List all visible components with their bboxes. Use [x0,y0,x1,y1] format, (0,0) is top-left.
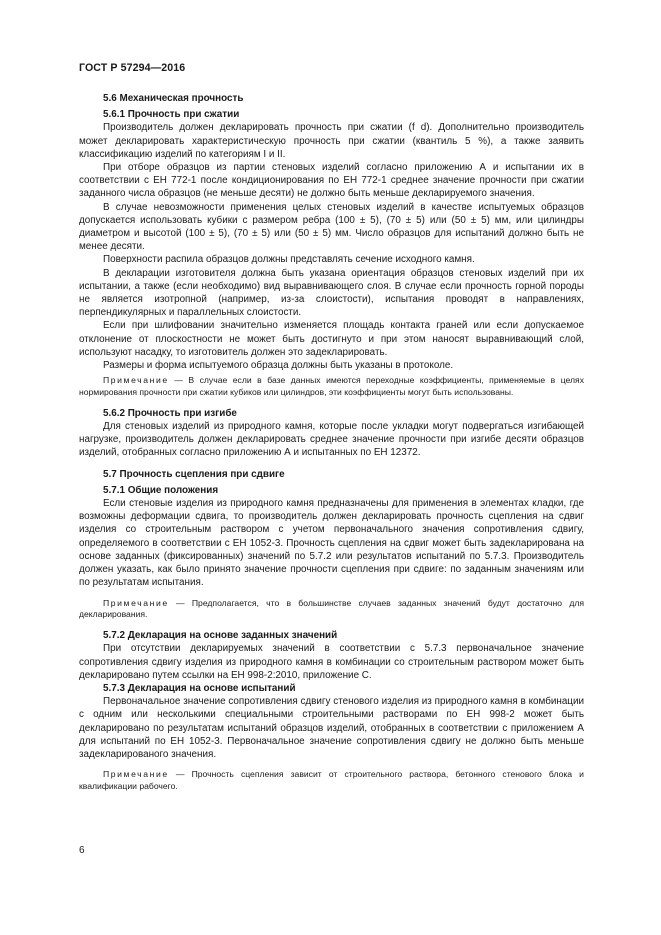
section-5-6-1-paragraph: При отборе образцов из партии стеновых изделий согласно приложению А и испытании их в соответствии с ЕН 772-1 после кондиционирования по ЕН 772-1 среднее значение прочности при сжатии заданного числа образцов (не меньше десяти) не должно быть меньше декларируемого значения. [79,162,584,200]
note-5-6-1 [79,375,584,399]
section-5-7-2-title: 5.7.2 Декларация на основе заданных значений [103,630,338,642]
section-5-6-2-paragraph: Для стеновых изделий из природного камня, которые после укладки могут подвергаться изгибающей нагрузке, производитель должен декларировать среднее значение прочности при изгибе десяти образцов изделий, отобранных согласно приложению А и испытанных по ЕН 12372. [79,421,584,459]
note-label: Примечание [103,597,169,608]
note-text: — Прочность сцепления зависит от строительного раствора, бетонного стенового блока и квалификации рабочего. [79,769,584,791]
section-5-7-3-paragraph: Первоначальное значение сопротивления сдвигу стеновогo изделия из природного камня в комбинации с одним или несколькими специальными строительными растворами по ЕН 998-2 может быть декларировано по результатам испытаний образцов изделий, отобранных в соответствии с приложением А для испытаний по ЕН 1052-3. Первоначальное значение сопротивления сдвигу не должно быть меньше задекларированого значения. [79,696,584,760]
section-5-6-1-paragraph: Размеры и форма испытуемого образца должны быть указаны в протоколе. [103,360,454,372]
section-5-6-1-paragraph: В декларации изготовителя должна быть указана ориентация образцов стеновых изделий при их испытании, а также (если необходимо) вид выравнивающего слоя. В случае если прочность горной породы не является изотропной (например, из-за слоистости), испытания проводят в направлениях, перпендикулярных и параллельных слоистости. [79,267,584,319]
section-5-7-3-title: 5.7.3 Декларация на основе испытаний [103,682,296,694]
section-5-7-1-title: 5.7.1 Общие положения [103,484,219,496]
section-5-6-1-paragraph: В случае невозможности применения целых стеновых изделий в качестве испытуемых образцов допускается использовать кубики с размером ребра (100 ± 5), (70 ± 5) или (50 ± 5) мм, или цилиндры диаметром и высотой (100 ± 5), (70 ± 5) или (50 ± 5) мм. Число образцов для испытаний должно быть не менее десяти. [79,201,584,253]
section-5-6-1-paragraph: Поверхности распила образцов должны представлять сечение исходного камня. [103,254,475,266]
note-5-7-3 [79,769,584,793]
note-5-7-1 [79,598,584,622]
note-text: — В случае если в базе данных имеются переходные коэффициенты, применяемые в целях нормирования прочности при сжатии кубиков или цилиндров, эти коэффициенты могут быть использованы. [79,375,584,398]
section-5-6-1-paragraph: Производитель должен декларировать прочность при сжатии (f d). Дополнительно производитель может декларировать характеристическую прочность при сжатии (квантиль 5 %), а также заявить классификацию изделий по категориям I и II. [79,122,584,160]
section-5-7-2-paragraph: При отсутствии декларируемых значений в соответствии с 5.7.3 первоначальное значение сопротивления сдвигу изделия из природного камня в комбинации со строительным раствором может быть декларировано путем ссылки на ЕН 998-2:2010, приложение С. [79,643,584,681]
note-label: Примечание [103,769,169,780]
section-5-6-1-paragraph: Если при шлифовании значительно изменяется площадь контакта граней или если допускаемое отклонение от плоскостности не может быть достигнуто и при этом наносят выравнивающий слой, используют насадку, то изготовитель должен это задекларировать. [79,320,584,358]
section-5-6-1-title: 5.6.1 Прочность при сжатии [103,109,240,121]
section-5-6-title: 5.6 Механическая прочность [103,93,244,104]
standard-header: ГОСТ Р 57294—2016 [79,62,186,74]
note-label: Примечание [103,375,169,386]
note-text: — Предполагается, что в большинстве случаев заданных значений будут достаточно для декларирования. [79,597,584,620]
page-content [79,92,584,793]
section-5-6-2-title: 5.6.2 Прочность при изгибе [103,407,237,419]
section-5-7-1-paragraph: Если стеновые изделия из природного камня предназначены для применения в элементах кладки, где возможны деформации сдвига, то производитель должен декларировать прочность сцепления на сдвиг изделия со строительным раствором с учетом первоначального значения сопротивления сдвигу, определяемого в соответствии с ЕН 1052-3. Прочность сцепления на сдвиг может быть задекларирована на основе заданных (фиксированных) значений по 5.7.2 или результатов испытаний по 5.7.3. Производитель должен указать, как было принято значение прочности сцепления при сдвиге: по заданным значениям или по результатам испытания. [79,498,584,589]
section-5-7-title: 5.7 Прочность сцепления при сдвиге [103,468,285,480]
page-number: 6 [79,845,85,856]
